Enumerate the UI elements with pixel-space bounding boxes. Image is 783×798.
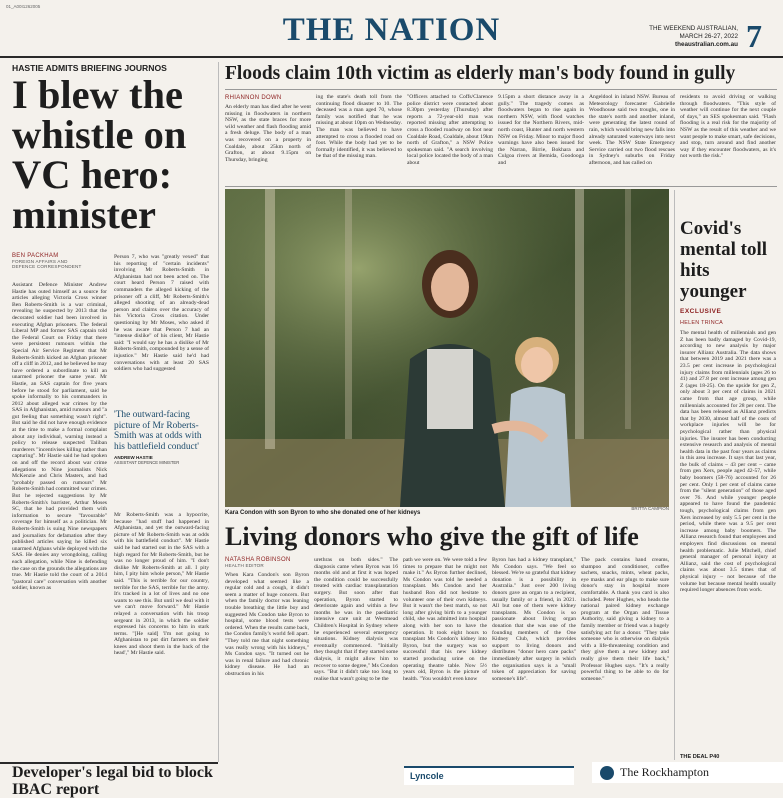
hastie-byline [12, 253, 112, 269]
covid-headline: Covid's mental toll hits younger [680, 218, 768, 302]
ad-lyncole [404, 766, 574, 785]
right-column-divider [674, 190, 675, 760]
donors-column-5: The pack contains hand creams, shampoo and conditioner, coffee sachets, snacks, mints, wheat packs, eye masks and ear plugs to make sure donor's stay in hospital more comfortable. A thank you card is also included. Peter Hughes, who heads the national paired kidney exchange program at the Organ and Tissue Authority, said giving a kidney to a family member or friend was a hugely satisfying act for a donor. "They take someone who is otherwise on dialysis with a life-threatening condition and they give them a new kidney and really give them their life back," Professor Hughes says. "It's a really powerful thing to be able to do for someone." [581, 557, 669, 682]
floods-column-6: residents to avoid driving or walking through floodwaters. "This style of weather will continue for the next couple of days," an SES spokesman said. "Flash flooding is a real risk for the majority of NSW as the result of this weather and we want people to make smart, safe decisions, and stop, turn around and find another way if they encounter floodwaters, as it's not worth the risk." [680, 94, 776, 160]
covid-footer: THE DEAL P40 [680, 754, 720, 760]
hastie-headline: I blew the whistle on VC hero: minister [12, 72, 187, 237]
donors-byline-role: HEALTH EDITOR [225, 563, 264, 568]
hastie-byline-name: BEN PACKHAM [12, 253, 59, 259]
issue-date: MARCH 26-27, 2022 [679, 33, 738, 40]
hastie-byline-role-1: FOREIGN AFFAIRS AND [12, 259, 68, 264]
ad-lyncole-text: Lyncole [410, 771, 444, 781]
donors-byline [225, 557, 315, 568]
covid-body: The mental health of millennials and gen Z has been badly damaged by Covid-19, according to new analysis by major insurer Allianz Australia. The data shows that between 2019 and 2021 there was a 23.5 per cent increase in psychological injury claims from millennials (ages 26 to 41) and 27.8 per cent increase among gen Z (ages 18-25). On the upside for gen Z, only about 3 per cent of claims in 2021 came from that age group, while millennials accounted for 28 per cent. The data has been released as Allianz predicts that by 2030, almost half of the costs of workplace injuries will be for psychological rather than physical injuries. The insurer has been conducting extensive research and analysis of mental health data in the past four years as claims in this area increase. It says that last year, the bulk of claims – 43 per cent – came from gen Xers, people aged 42-57, while baby boomers (58-76) accounted for 26 per cent. Only 1 per cent of claims came from the "silent generation" of those aged over 76. And while younger people appeared to have found the pandemic tough, psychological claims from gen Xers increased by only 5.5 per cent in the period, while there was a 9.5 per cent increase among baby boomers. The Allianz research found that employees and employers find discussions on mental health problematic. Julie Mitchell, chief general manager of personal injury at Allianz, said the cost of psychological claims was about 3.5 times that of physical injury – not because of the volume but because mental health usually required longer absences from work. [680, 330, 776, 594]
section-title: THE NATION [282, 12, 501, 48]
left-column-divider [218, 62, 219, 762]
floods-column-3: "Officers attached to Coffs/Clarence police district were contacted about 8.30pm yesterday (Thursday) after reports a 72-year-old man was reported missing after attempting to cross a flooded roadway on foot near Coaldale Road, Coaldale, about 19km north of Grafton," a NSW Police spokesman said. "A search involving local police located the body of a man about [407, 94, 493, 166]
photo-illustration [225, 189, 669, 507]
donors-column-4: Byron has had a kidney transplant," Ms Condon says. "We feel so blessed. We're so grateful that kidney donation is a possibility in Australia." Just over 200 living donors gave an organ to a recipient, usually family or a friend, in 2021. All but one of them were kidney transplants. Ms Condon is so passionate about living organ donation that she was one of the founding members of the One Kidney Club, which provides support to living donors and distributes "donor hero care packs" immediately after surgery in which the organisation says is a "small token of appreciation for saving someone's life". [492, 557, 576, 682]
paper-name: THE WEEKEND AUSTRALIAN, [649, 25, 738, 32]
hastie-column-2b: Mr Roberts-Smith was a hypocrite, because "had stuff had happened in Afghanistan, and yet the outward-facing picture of Mr Roberts-Smith was at odds with his battlefield conduct". Mr Hastie said he had started out in the SAS with a high regard for Mr Roberts-Smith, but he was no longer proud of him. "I don't dislike Mr Roberts-Smith at all. I pity him, I pity him whole person," Mr Hastie said. "This is terrible for our country, terrible for the SAS, terrible for the army. It's tracked in a lot of lives and no one wants to see this. But until we deal with it we can't move forward." Mr Hastie relayed a conversation with his troop sergeant in 2013, in which the soldier expressed his concerns to him in stark terms. "[He said] 'I'm not going to Afghanistan to put dirt farmers on their knees and shoot them in the back of the head'," Mr Hastie said. [114, 512, 209, 657]
donors-headline: Living donors who give the gift of life [225, 522, 639, 551]
page-number: 7 [746, 18, 762, 54]
donors-column-3: path we were on. We were told a few times to prepare that he might not make it." As Byron further declined, Ms Condon was told he needed a transplant. Ms Condon and her husband Ron did not hesitate to volunteer one of their own kidneys. But it wasn't the best match, so not long after giving birth to a younger child, she was admitted into hospital along with her son to have the operation. It took eight hours to transplant Ms Condon's kidney into Byron, but the surgery was so successful that his new kidney started producing urine on the operating theatre table. Now 5½ years old, Byron is the picture of health. "You wouldn't even know [403, 557, 487, 682]
masthead-rule [0, 56, 783, 58]
floods-column-5: Angeldool in inland NSW. Bureau of Meteorology forecaster Gabrielle Woodhouse said two troughs, one in the state's north and another inland, were generating the latest round of rain, which would bring new falls into already saturated waterways into next week. The NSW State Emergency Service carried out two flood rescues in Sydney's suburbs on Friday afternoon, and has called on [589, 94, 675, 166]
hastie-column-1: Assistant Defence Minister Andrew Hastie has outed himself as a source for articles alleging Victoria Cross winner Ben Roberts-Smith is a war criminal, revealing he suspected by 2013 that the decorated soldier had been involved in executing Afghan prisoners. The federal Liberal MP and former SAS captain told the Federal Court on Friday that there were persistent rumours within the Special Air Service Regiment that Mr Roberts-Smith kicked an Afghan prisoner off a cliff in 2012, and he believed he may have ordered a subordinate to kill an unarmed prisoner the same year. Mr Hastie, an SAS captain for five years before he stood for parliament, said he spoke informally to his commanders in 2012 about alleged war crimes by the SAS in Afghanistan, amid rumours and "a gut feeling that something wasn't right". But said he did not have enough evidence at the time to make a formal complaint about any individual, warning instead a policy to release suspected Taliban murderers "incentivises killing rather than capturing". Mr Hastie said he had spoken on and off the record about war crime allegations to Nine journalists Nick McKenzie and Chris Masters, and had "probably passed on rumours" Mr Roberts-Smith had committed war crimes. But he rejected suggestions by Mr Roberts-Smith's barrister, Arthur Moses SC, that he had provided them with information to secure "favourable" coverage for himself as a politician. Mr Roberts-Smith is suing Nine newspapers and journalists for defamation after they published articles saying he killed six unarmed Afghans while deployed with the SAS. He denies any wrongdoing, calling each allegation, while Nine is defending the case on the grounds the allegations are true. Mr Hastie told the court of a 2014 "pastoral care" conversation with another soldier, known as [12, 282, 107, 592]
photo-credit: BRITTA CAMPION [631, 506, 669, 511]
donors-byline-name: NATASHA ROBINSON [225, 557, 291, 563]
floods-headline: Floods claim 10th victim as elderly man's body found in gully [225, 63, 736, 84]
site-url: theaustralian.com.au [675, 41, 738, 48]
hastie-kicker: HASTIE ADMITS BRIEFING JOURNOS [12, 63, 167, 73]
hastie-column-2: Person 7, who was "greatly vexed" that his reporting of "certain incidents" involving Mr Roberts-Smith in Afghanistan had not been acted on. The court heard Person 7 raised with commanders the alleged kicking of the prisoner off a cliff, Mr Roberts-Smith's alleged shooting of an already-dead person and claims over the accuracy of his Victoria Cross citation. Under questioning by Mr Moses, who asked if he was aware that Person 7 had an "intense dislike" of his client, Mr Hastie said: "I would say he has a dislike of Mr Roberts-Smith, compounded by a sense of injustice." Mr Hastie said he'd had conversations with at least 20 SAS soldiers who had suggested [114, 254, 209, 373]
pull-quote-role: ASSISTANT DEFENCE MINISTER [114, 460, 180, 466]
pull-quote-name: ANDREW HASTIE [114, 455, 153, 461]
donor-photo [225, 189, 669, 507]
floods-byline: RHIANNON DOWN [225, 95, 282, 101]
ad-crest-icon [600, 766, 614, 780]
donors-column-1: When Kara Condon's son Byron developed what seemed like a regular cold and a cough, it didn't seem a matter of huge concern. But when the family doctor was leaning trouble breathing the little boy and suggested Ms Condon take Byron to hospital, some blood tests were ordered. When the results came back, the Condon family's world fell apart. "They told me that night something was really wrong with his kidneys," Ms Condon says. "It turned out he was in renal failure and had chronic kidney disease. He had an obstruction in his [225, 572, 309, 677]
ad-rockhampton-text: The Rockhampton [620, 765, 709, 779]
page-code: 01_A00I1262005 [6, 4, 41, 9]
floods-column-4: 9.15pm a short distance away in a gully." The tragedy comes as floodwaters began to rise again in northern NSW, with flood watches issued for the Northern Rivers, mid-north coast, Hunter and north western NSW on Friday. Minor to major flood warnings have also been issued for the Narran, Birrie, Bokhara and Culgoa rivers at Bemida, Goodooga and [498, 94, 584, 166]
photo-caption [225, 506, 669, 516]
hastie-byline-role-2: DEFENCE CORRESPONDENT [12, 264, 82, 269]
floods-rule [225, 89, 777, 90]
developer-headline: Developer's legal bid to block IBAC report [12, 764, 213, 798]
pull-quote-text: 'The outward-facing picture of Mr Roberts-Smith was at odds with his battlefield conduct' [114, 410, 202, 452]
floods-column-1: An elderly man has died after he went missing in floodwaters in northern NSW, as the state braces for more wild weather and flash flooding amid a fresh deluge. The body of a man was recovered on a property in Coaldale, about 25km north of Grafton, at about 9.15pm on Thursday, bringing [225, 104, 311, 163]
floods-bottom-rule [225, 186, 777, 187]
masthead-meta [628, 25, 738, 49]
exclusive-tag: EXCLUSIVE [680, 308, 722, 315]
pull-quote [114, 410, 213, 500]
donors-column-2: urethras on both sides." The diagnosis came when Byron was 16 months old and at first it was hoped the condition could be successfully treated with cardiac transplantation surgery. But soon after that operation, Byron started to deteriorate again and within a few months he was in the paediatric intensive care unit at Westmead Children's Hospital in Sydney where he experienced several emergency situations. Kidney dialysis was eventually commenced. "Initially they thought that if they started some dialysis, it might allow him to recover to some degree," Ms Condon says. "But it didn't take too long to realise that wasn't going to be the [314, 557, 398, 682]
ad-rockhampton [592, 762, 783, 783]
photo-caption-text: Kara Condon with son Byron to who she donated one of her kidneys [225, 510, 421, 516]
floods-column-2: ing the state's death toll from the continuing flood disaster to 10. The deceased was a man aged 70, whose family was notified that he was missing at about 10pm on Wednesday. The man was believed to have attempted to cross a flooded road on foot. While the body had yet to be formally identified, it was believed to be that of the missing man. [316, 94, 402, 160]
covid-byline: HELEN TRINCA [680, 320, 724, 326]
